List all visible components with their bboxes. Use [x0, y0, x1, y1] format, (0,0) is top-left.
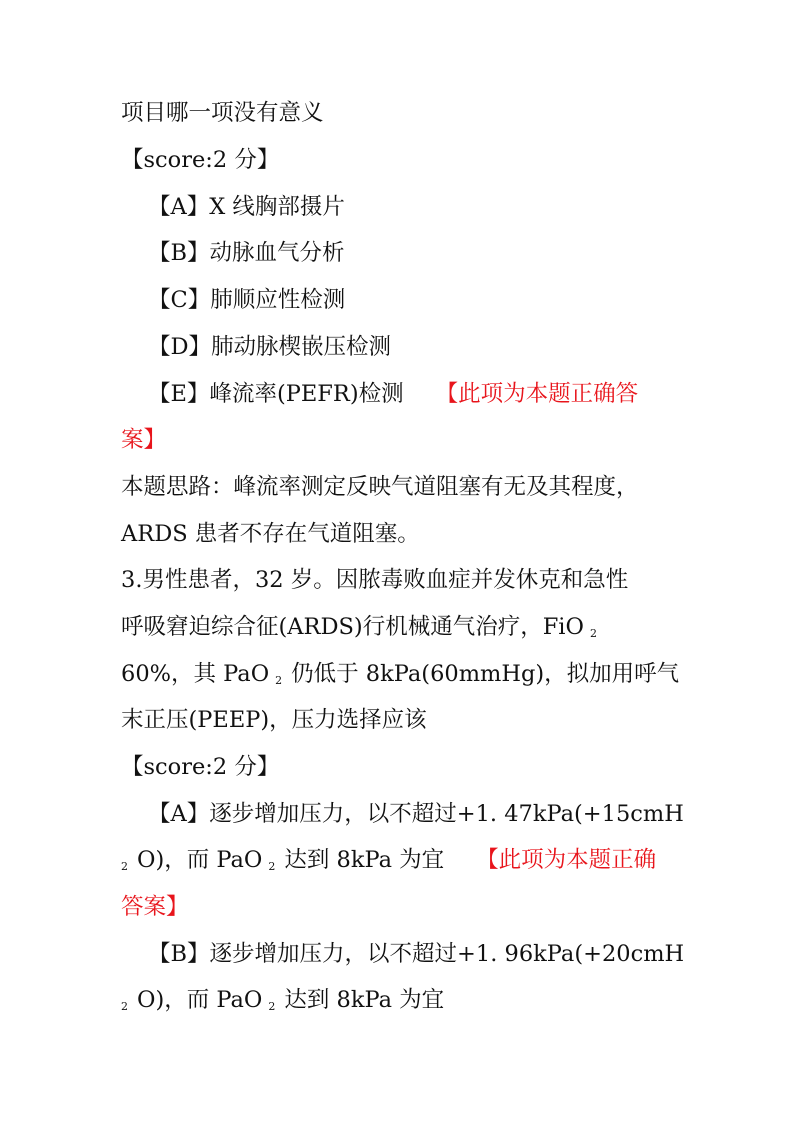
- option-text: 峰流率(PEFR)检测: [209, 381, 404, 407]
- analysis-text-cont: ARDS 患者不存在气道阻塞。: [121, 521, 420, 547]
- option-label: 【E】: [148, 381, 210, 407]
- question-stem-tail: 项目哪一项没有意义: [121, 100, 324, 126]
- option-label: 【C】: [148, 287, 211, 313]
- correct-answer-mark: 【此项为本题正确答: [435, 381, 639, 407]
- option-c: [148, 284, 345, 316]
- question-3-stem-cont: 呼吸窘迫综合征(ARDS)行机械通气治疗，FiO $_2$: [121, 614, 597, 640]
- option-text: 逐步增加压力，以不超过+1. 47kPa(+15cmH: [209, 801, 684, 827]
- correct-answer-mark-cont: 案】: [121, 427, 167, 453]
- option-text: 肺动脉楔嵌压检测: [211, 334, 392, 360]
- option-label: 【D】: [148, 334, 212, 360]
- option-label: 【A】: [148, 801, 210, 827]
- option-e: [148, 378, 638, 410]
- option-text: X 线胸部摄片: [209, 194, 345, 220]
- option-b: [148, 237, 345, 269]
- option-label: 【B】: [148, 240, 210, 266]
- question-3-stem-cont3: 末正压(PEEP)，压力选择应该: [121, 707, 427, 733]
- option-text: 逐步增加压力，以不超过+1. 96kPa(+20cmH: [209, 941, 685, 967]
- q3-option-a-cont: $_2$ O)，而 PaO $_2$ 达到 8kPa 为宜 【此项为本题正确: [121, 847, 657, 873]
- option-label: 【B】: [148, 941, 210, 967]
- option-d: [148, 331, 391, 363]
- question-3-score: 【score:2 分】: [121, 754, 280, 780]
- q3-option-a: [148, 798, 684, 830]
- q3-option-b-cont: $_2$ O)，而 PaO $_2$ 达到 8kPa 为宜: [121, 987, 445, 1013]
- q3-option-b: [148, 938, 684, 970]
- option-text: 动脉血气分析: [209, 240, 345, 266]
- question-3-stem: 3.男性患者，32 岁。因脓毒败血症并发休克和急性: [121, 567, 629, 593]
- option-label: 【A】: [148, 194, 210, 220]
- question-3-stem-cont2: 60%，其 PaO $_2$ 仍低于 8kPa(60mmHg)，拟加用呼气: [121, 661, 680, 687]
- option-a: [148, 191, 345, 223]
- option-text: 肺顺应性检测: [210, 287, 346, 313]
- correct-answer-mark: 【此项为本题正确: [476, 847, 657, 873]
- question-score: 【score:2 分】: [121, 147, 280, 173]
- analysis-text: 本题思路：峰流率测定反映气道阻塞有无及其程度，: [121, 474, 639, 500]
- correct-answer-mark-cont: 答案】: [121, 894, 189, 920]
